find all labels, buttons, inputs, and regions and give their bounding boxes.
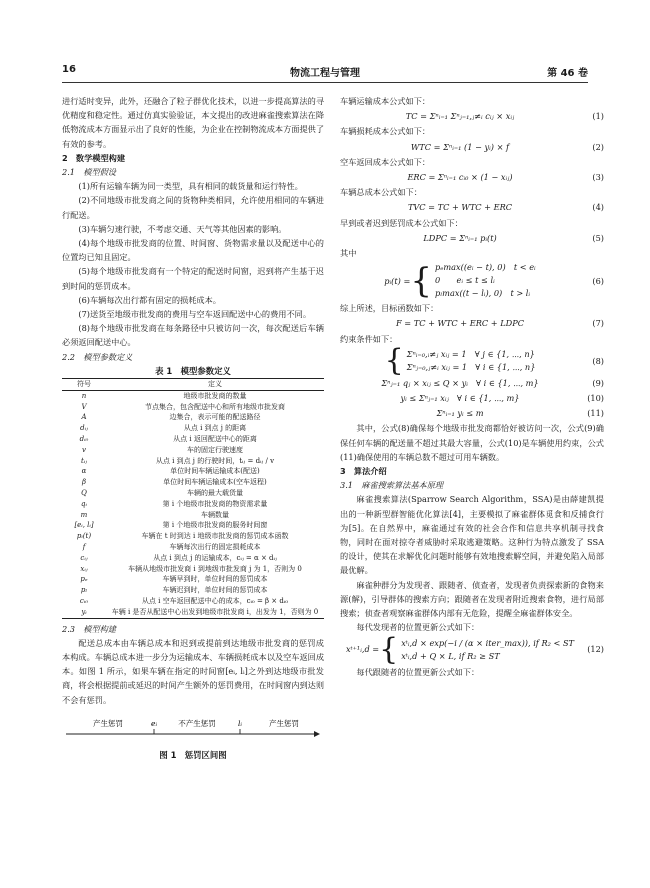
text-line: 约束条件如下： [340, 333, 398, 344]
definition-cell: 从点 i 到点 j 的运输成本，cᵢⱼ = α × dᵢⱼ [153, 553, 277, 562]
left-brace: { [410, 260, 432, 301]
equation-number: (5) [592, 232, 604, 243]
text-line: 其中 [340, 248, 357, 259]
parameter-table [62, 378, 324, 619]
equation-number: (9) [592, 377, 604, 388]
text-line: 车辆总成本公式如下： [340, 187, 422, 198]
left-brace: { [379, 631, 399, 667]
definition-cell: 车辆数量 [201, 510, 229, 519]
axis-arrow [314, 731, 320, 737]
table-row [62, 607, 324, 618]
definition-cell: 从点 i 返回配送中心的距离 [173, 435, 257, 444]
symbol-cell: pᵢ(t) [76, 532, 92, 541]
case-line: pₑmax((eᵢ − t), 0) t < eᵢ [434, 262, 536, 273]
symbol-cell: cᵢ₀ [79, 597, 89, 605]
assumption-item: (6)车辆每次出行都有固定的损耗成本。 [78, 294, 221, 305]
label-no-penalty: 不产生惩罚 [178, 718, 216, 728]
definition-cell: 第 i 个地级市批发商的物资需求量 [162, 499, 268, 508]
table-header-symbol: 符号 [62, 379, 106, 391]
model-paragraph: 配送总成本由车辆总成本和迟到或提前到达地级市批发商的惩罚成本构成。车辆总成本进一步分为运输成本、车辆损耗成本以及空车返回成本。如图 1 所示，如果车辆在指定的时间窗[eᵢ, lᵢ]之外到达地级市批发商，将会根据提前或延迟的时间产生额外的惩罚费用，在时间窗内到达则不会有惩罚。 [62, 637, 325, 705]
penalty-interval-figure [62, 710, 324, 748]
equation-expression: TC = Σⁿᵢ₌₁ Σⁿⱼ₌₁,ⱼ≠ᵢ cᵢⱼ × xᵢⱼ [405, 111, 515, 122]
equation-expression: WTC = Σⁿᵢ₌₁ (1 − yᵢ) × f [410, 141, 510, 152]
symbol-cell: tᵢⱼ [80, 456, 88, 465]
equation-expression: F = TC + WTC + ERC + LDPC [396, 318, 524, 329]
subsection-heading: 3.1 麻雀搜索算法基本原理 [340, 480, 444, 491]
table-row [62, 564, 324, 575]
assumption-item: (8)每个地级市批发商在每条路径中只被访问一次，每次配送后车辆必须返回配送中心。 [62, 323, 324, 348]
equation-1 [340, 109, 604, 123]
table-row [62, 596, 324, 607]
definition-cell: 从点 i 到点 j 的距离 [183, 424, 247, 433]
right-column [340, 94, 604, 679]
equation-number: (4) [592, 202, 604, 213]
table-row [62, 499, 324, 510]
text-line: 空车返回成本公式如下： [340, 156, 431, 167]
running-header [62, 64, 588, 83]
equation-10 [340, 391, 604, 405]
table-row [62, 542, 324, 553]
symbol-cell: pₑ [80, 575, 88, 584]
ssa-paragraph: 麻雀搜索算法(Sparrow Search Algorithm，SSA)是由薛建凯提出的一种新型群智能优化算法[4]，主要模拟了麻雀群体觅食和反捕食行为[5]。在自然界中，麻雀通过有效的社会合作和信息共享机制寻找食物，同时在面对掠夺者威胁时采取逃避策略。这种行为特点激发了 SSA 的设计，使其在求解优化问题时能够有效地搜索解空间，并避免陷入局部最优解。 [340, 494, 604, 576]
page-number: 16 [62, 64, 76, 75]
table-header-definition: 定义 [106, 379, 324, 391]
text-line: 车辆运输成本公式如下： [340, 96, 431, 106]
equation-lhs: pᵢ(t) = [384, 275, 411, 286]
section-heading: 3 算法介绍 [340, 466, 387, 477]
table-row [62, 585, 324, 596]
equation-number: (1) [592, 111, 604, 122]
table-row [62, 390, 324, 401]
case-line: pₗmax((t − lᵢ), 0) t > lᵢ [434, 288, 531, 299]
symbol-cell: xᵢⱼ [80, 564, 88, 573]
equation-5 [340, 231, 604, 245]
constraint-explanation: 其中，公式(8)确保每个地级市批发商都恰好被访问一次，公式(9)确保任何车辆的配送量不超过其最大容量，公式(10)是车辆使用约束，公式(11)确保使用的车辆总数不超过可用车辆数。 [340, 423, 604, 462]
equation-7 [340, 316, 604, 330]
table-row [62, 531, 324, 542]
definition-cell: 单位时间车辆运输成本(配送) [170, 467, 260, 476]
table-row [62, 574, 324, 585]
case-line: 0 eᵢ ≤ t ≤ lᵢ [434, 275, 495, 286]
equation-number: (2) [592, 141, 604, 152]
equation-11 [340, 406, 604, 420]
text-line: 综上所述，目标函数如下： [340, 303, 439, 314]
table-row [62, 510, 324, 521]
definition-cell: 从点 i 到点 j 的行驶时间，tᵢⱼ = dᵢⱼ / v [155, 456, 275, 465]
definition-cell: 车辆在 t 时到达 i 地级市批发商的惩罚成本函数 [141, 532, 289, 541]
equation-number: (12) [587, 644, 604, 655]
equation-expression: TVC = TC + WTC + ERC [407, 202, 513, 213]
table-caption: 表 1 模型参数定义 [155, 365, 231, 376]
assumption-item: (2)不同地级市批发商之间的货物种类相同，允许使用相同的车辆进行配送。 [62, 195, 324, 220]
label-penalty-right: 产生惩罚 [269, 718, 299, 728]
definition-cell: 车辆每次出行的固定损耗成本 [169, 543, 261, 552]
table-row [62, 488, 324, 499]
equation-lhs: xᵗ⁺¹ᵢ,d = [345, 644, 380, 655]
symbol-cell: cᵢⱼ [80, 553, 88, 562]
symbol-cell: [eᵢ, lᵢ] [74, 521, 94, 530]
symbol-cell: pₗ [80, 586, 88, 595]
equation-expression: yᵢ ≤ Σⁿⱼ₌₁ xᵢⱼ ∀ i ∈ {1, ⋯, m} [400, 393, 520, 404]
equation-3 [340, 170, 604, 184]
case-line: Σⁿᵢ₌₀,ᵢ≠ⱼ xᵢⱼ = 1 ∀ j ∈ {1, ⋯, n} [406, 348, 535, 359]
definition-cell: 车辆早到时，单位时间的惩罚成本 [162, 575, 268, 584]
definition-cell: 第 i 个地级市批发商的服务时间窗 [162, 521, 268, 530]
equation-number: (7) [592, 318, 604, 329]
symbol-cell: n [81, 391, 87, 400]
table-body [62, 390, 324, 618]
volume-label: 第 46 卷 [547, 68, 588, 79]
case-line: xᵗᵢ,d × exp(−i / (α × iter_max)), if R₂ < ST [401, 637, 575, 648]
definition-cell: 车的固定行驶速度 [187, 445, 243, 454]
symbol-cell: β [81, 478, 87, 487]
equation-6 [340, 261, 604, 300]
table-row [62, 402, 324, 413]
table-row [62, 434, 324, 445]
journal-name: 物流工程与管理 [290, 68, 360, 79]
assumption-item: (5)每个地级市批发商有一个特定的配送时间窗，迟到将产生基于迟到时间的惩罚成本。 [62, 266, 324, 291]
table-row [62, 423, 324, 434]
symbol-cell: v [82, 445, 86, 454]
equation-number: (8) [592, 355, 604, 366]
equation-expression: ERC = Σⁿᵢ₌₁ cᵢ₀ × (1 − xᵢⱼ) [407, 172, 513, 183]
equation-8 [340, 342, 604, 378]
definition-cell: 节点集合，包含配送中心和所有地级市批发商 [145, 402, 285, 411]
left-column [62, 94, 324, 762]
equation-9 [340, 376, 604, 390]
symbol-cell: qᵢ [81, 499, 87, 508]
definition-cell: 地级市批发商的数量 [183, 391, 247, 400]
assumption-item: (4)每个地级市批发商的位置、时间窗、货物需求量以及配送中心的位置均已知且固定。 [62, 238, 324, 263]
assumption-item: (7)送货至地级市批发商的费用与空车返回配送中心的费用不同。 [78, 309, 312, 320]
definition-cell: 车辆迟到时，单位时间的惩罚成本 [162, 586, 268, 595]
equation-4 [340, 200, 604, 214]
definition-cell: 从点 i 空车返回配送中心的成本，cᵢ₀ = β × dᵢ₀ [141, 597, 289, 605]
text-line: 每代发现者的位置更新公式如下： [356, 622, 480, 633]
equation-number: (11) [587, 408, 604, 419]
equation-2 [340, 140, 604, 154]
table-row [62, 445, 324, 456]
equation-number: (10) [587, 393, 604, 404]
label-l: lᵢ [238, 718, 242, 728]
left-brace: { [384, 342, 404, 378]
table-row [62, 466, 324, 477]
symbol-cell: Q [81, 489, 87, 498]
definition-cell: 单位时间车辆运输成本(空车返程) [163, 478, 267, 487]
equation-number: (6) [592, 275, 604, 286]
equation-number: (3) [592, 172, 604, 183]
definition-cell: 车辆的最大载货量 [187, 489, 243, 498]
equation-expression: LDPC = Σⁿᵢ₌₁ pᵢ(t) [423, 232, 497, 243]
penalty-axis-svg [62, 710, 324, 748]
symbol-cell: α [81, 467, 87, 476]
symbol-cell: f [82, 543, 86, 552]
table-row [62, 520, 324, 531]
symbol-cell: V [81, 402, 87, 411]
equation-expression: Σⁿᵢ₌₁ yᵢ ≤ m [436, 408, 484, 419]
ssa-roles-paragraph: 麻雀种群分为发现者、跟随者、侦查者，发现者负责探索新的食物来源(解)，引导群体的搜索方向；跟随者在发现者附近搜索食物，进行局部搜索；侦查者观察麻雀群体内部有无危险，提醒全麻雀群体安全。 [340, 579, 604, 619]
subsection-heading: 2.3 模型构建 [62, 623, 116, 634]
equation-12 [340, 631, 604, 667]
text-line: 每代跟随者的位置更新公式如下： [356, 666, 480, 677]
text-line: 车辆损耗成本公式如下： [340, 126, 431, 137]
case-line: Σⁿⱼ₌₀,ⱼ≠ᵢ xᵢⱼ = 1 ∀ i ∈ {1, ⋯, n} [406, 361, 536, 372]
table-row [62, 477, 324, 488]
subsection-heading: 2.2 模型参数定义 [62, 351, 133, 362]
assumption-item: (3)车辆匀速行驶，不考虑交通、天气等其他因素的影响。 [78, 223, 287, 234]
symbol-cell: A [81, 413, 87, 422]
subsection-heading: 2.1 模型假设 [62, 167, 116, 178]
table-row [62, 456, 324, 467]
text-line: 早到或者迟到惩罚成本公式如下： [340, 217, 463, 228]
definition-cell: 边集合，表示可能的配送路径 [169, 413, 261, 422]
case-line: xᵗᵢ,d + Q × L, if R₂ ≥ ST [401, 650, 500, 661]
equation-expression: Σⁿⱼ₌₁ qⱼ × xᵢⱼ ≤ Q × yᵢ ∀ i ∈ {1, ⋯, m} [381, 377, 539, 388]
symbol-cell: dᵢⱼ [80, 424, 88, 433]
table-row [62, 553, 324, 564]
intro-paragraph: 进行适时变异，此外，还融合了粒子群优化技术，以进一步提高算法的寻优精度和稳定性。通过仿真实验验证，本文提出的改进麻雀搜索算法在降低物流成本方面显示出了良好的性能，为企业在控制物流成本方面提供了有效的参考。 [62, 96, 325, 149]
symbol-cell: yᵢ [62, 607, 106, 618]
label-penalty-left: 产生惩罚 [93, 718, 123, 728]
definition-cell: 车辆 i 是否从配送中心出发到地级市批发商 i，出发为 1，否则为 0 [106, 607, 324, 618]
figure-caption: 图 1 惩罚区间图 [159, 749, 227, 760]
assumption-item: (1)所有运输车辆为同一类型，具有相同的载货量和运行特性。 [78, 181, 303, 192]
definition-cell: 车辆从地级市批发商 i 到地级市批发商 j 为 1，否则为 0 [128, 564, 302, 573]
table-row [62, 412, 324, 423]
symbol-cell: m [80, 510, 88, 519]
label-e: eᵢ [151, 718, 157, 728]
section-heading: 2 数学模型构建 [62, 152, 126, 163]
symbol-cell: dᵢ₀ [79, 435, 89, 444]
